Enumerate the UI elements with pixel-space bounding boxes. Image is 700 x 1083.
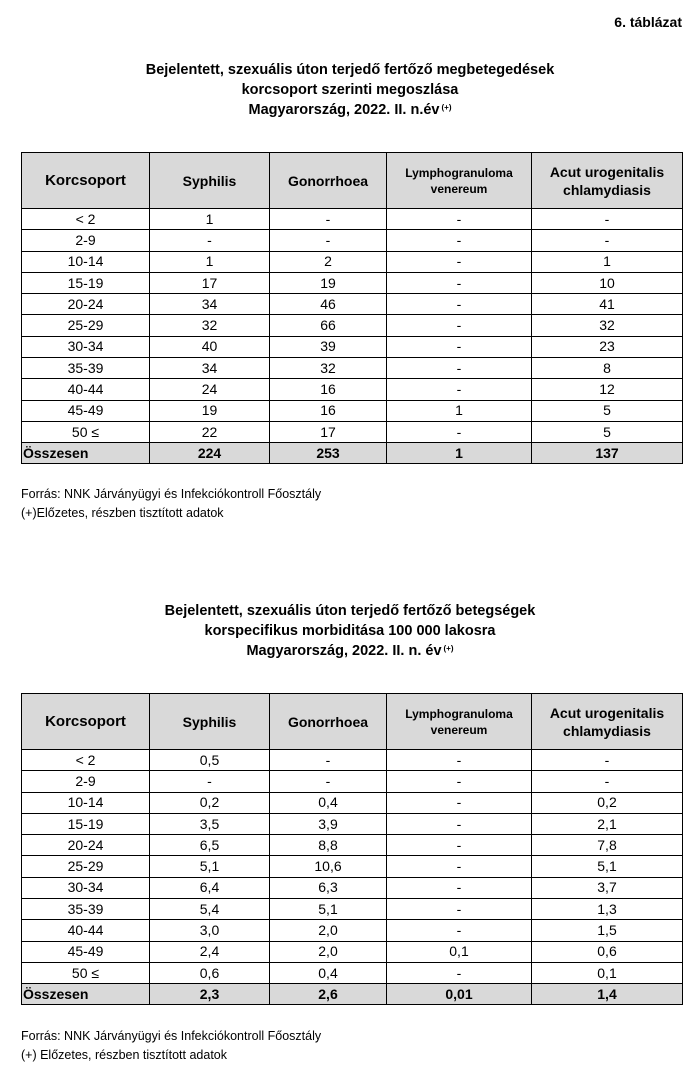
table-row xyxy=(22,251,683,272)
value-cell: 66 xyxy=(270,315,387,336)
total-label-cell: Összesen xyxy=(22,443,150,464)
table1-title xyxy=(0,60,700,120)
header-chlamydiasis: Acut urogenitalis chlamydiasis xyxy=(532,694,683,750)
value-cell: 2,0 xyxy=(270,941,387,962)
value-cell: 1,5 xyxy=(532,920,683,941)
table2-header-row xyxy=(22,694,683,750)
value-cell: 39 xyxy=(270,336,387,357)
total-value-cell: 2,3 xyxy=(150,984,270,1005)
value-cell: 5 xyxy=(532,400,683,421)
total-value-cell: 253 xyxy=(270,443,387,464)
table-row xyxy=(22,294,683,315)
header-korcsoport: Korcsoport xyxy=(22,153,150,209)
table2-source-note: (+) Előzetes, részben tisztított adatok xyxy=(21,1048,227,1062)
header-gonorrhoea: Gonorrhoea xyxy=(270,694,387,750)
age-group-cell: 30-34 xyxy=(22,336,150,357)
age-group-cell: < 2 xyxy=(22,209,150,230)
table-row xyxy=(22,209,683,230)
value-cell: - xyxy=(387,294,532,315)
value-cell: 34 xyxy=(150,358,270,379)
value-cell: 1 xyxy=(150,251,270,272)
table-row xyxy=(22,315,683,336)
age-group-cell: < 2 xyxy=(22,750,150,771)
value-cell: 23 xyxy=(532,336,683,357)
table2-title-line3 xyxy=(0,641,700,661)
value-cell: 0,1 xyxy=(532,962,683,983)
value-cell: 22 xyxy=(150,421,270,442)
value-cell: 0,1 xyxy=(387,941,532,962)
age-group-cell: 45-49 xyxy=(22,400,150,421)
table-row xyxy=(22,400,683,421)
total-value-cell: 0,01 xyxy=(387,984,532,1005)
value-cell: 6,5 xyxy=(150,835,270,856)
table1-source xyxy=(21,485,321,523)
table-row xyxy=(22,230,683,251)
age-group-cell: 10-14 xyxy=(22,792,150,813)
table-row xyxy=(22,920,683,941)
age-group-cell: 15-19 xyxy=(22,272,150,293)
value-cell: 0,2 xyxy=(150,792,270,813)
age-group-cell: 40-44 xyxy=(22,379,150,400)
value-cell: 16 xyxy=(270,379,387,400)
value-cell: 6,3 xyxy=(270,877,387,898)
value-cell: 0,4 xyxy=(270,962,387,983)
age-group-cell: 50 ≤ xyxy=(22,962,150,983)
value-cell: 3,7 xyxy=(532,877,683,898)
value-cell: 5,1 xyxy=(270,899,387,920)
value-cell: 17 xyxy=(150,272,270,293)
value-cell: - xyxy=(532,209,683,230)
value-cell: - xyxy=(387,358,532,379)
value-cell: 3,9 xyxy=(270,813,387,834)
value-cell: 19 xyxy=(270,272,387,293)
table-row xyxy=(22,899,683,920)
table2-source xyxy=(21,1027,321,1065)
value-cell: 2,0 xyxy=(270,920,387,941)
table-row xyxy=(22,336,683,357)
age-group-cell: 20-24 xyxy=(22,835,150,856)
age-group-cell: 35-39 xyxy=(22,358,150,379)
table2-title xyxy=(0,601,700,661)
value-cell: 2,1 xyxy=(532,813,683,834)
value-cell: 2 xyxy=(270,251,387,272)
table2-title-note: (+) xyxy=(443,644,454,653)
table-row xyxy=(22,962,683,983)
value-cell: 5,1 xyxy=(150,856,270,877)
value-cell: - xyxy=(387,315,532,336)
header-lymphogranuloma: Lymphogranuloma venereum xyxy=(387,694,532,750)
value-cell: 5,1 xyxy=(532,856,683,877)
value-cell: - xyxy=(387,336,532,357)
table-row xyxy=(22,813,683,834)
table2-title-line2: korspecifikus morbiditása 100 000 lakosra xyxy=(204,623,496,639)
value-cell: - xyxy=(387,899,532,920)
total-row xyxy=(22,984,683,1005)
value-cell: - xyxy=(532,750,683,771)
age-group-cell: 25-29 xyxy=(22,315,150,336)
value-cell: - xyxy=(387,877,532,898)
value-cell: - xyxy=(270,230,387,251)
total-value-cell: 1 xyxy=(387,443,532,464)
value-cell: 16 xyxy=(270,400,387,421)
value-cell: 12 xyxy=(532,379,683,400)
table-row xyxy=(22,835,683,856)
total-value-cell: 1,4 xyxy=(532,984,683,1005)
table1-body xyxy=(22,209,683,464)
table1-source-line1: Forrás: NNK Járványügyi és Infekciókontroll Főosztály xyxy=(21,487,322,501)
value-cell: 5,4 xyxy=(150,899,270,920)
total-value-cell: 224 xyxy=(150,443,270,464)
header-chlamydiasis: Acut urogenitalis chlamydiasis xyxy=(532,153,683,209)
value-cell: 1,3 xyxy=(532,899,683,920)
age-group-cell: 45-49 xyxy=(22,941,150,962)
value-cell: - xyxy=(387,750,532,771)
value-cell: - xyxy=(387,792,532,813)
value-cell: 1 xyxy=(150,209,270,230)
value-cell: 32 xyxy=(270,358,387,379)
value-cell: 32 xyxy=(532,315,683,336)
value-cell: 34 xyxy=(150,294,270,315)
age-group-cell: 30-34 xyxy=(22,877,150,898)
table-row xyxy=(22,379,683,400)
value-cell: 32 xyxy=(150,315,270,336)
age-group-cell: 15-19 xyxy=(22,813,150,834)
table1-title-note: (+) xyxy=(441,103,452,112)
table-row xyxy=(22,771,683,792)
value-cell: 10 xyxy=(532,272,683,293)
table-row xyxy=(22,856,683,877)
table1-source-note: (+)Előzetes, részben tisztított adatok xyxy=(21,506,224,520)
table1-header-row xyxy=(22,153,683,209)
total-value-cell: 137 xyxy=(532,443,683,464)
value-cell: 8,8 xyxy=(270,835,387,856)
table2 xyxy=(21,693,683,1005)
value-cell: - xyxy=(387,251,532,272)
value-cell: 0,5 xyxy=(150,750,270,771)
value-cell: 0,6 xyxy=(532,941,683,962)
value-cell: 10,6 xyxy=(270,856,387,877)
value-cell: - xyxy=(532,230,683,251)
value-cell: 40 xyxy=(150,336,270,357)
table1-title-line3 xyxy=(0,100,700,120)
value-cell: - xyxy=(387,920,532,941)
age-group-cell: 50 ≤ xyxy=(22,421,150,442)
value-cell: 24 xyxy=(150,379,270,400)
table-row xyxy=(22,421,683,442)
table2-title-text: Magyarország, 2022. II. n. év xyxy=(246,643,442,659)
value-cell: 1 xyxy=(532,251,683,272)
value-cell: 2,4 xyxy=(150,941,270,962)
header-lymphogranuloma: Lymphogranuloma venereum xyxy=(387,153,532,209)
value-cell: - xyxy=(387,209,532,230)
value-cell: 0,6 xyxy=(150,962,270,983)
age-group-cell: 2-9 xyxy=(22,230,150,251)
value-cell: 3,0 xyxy=(150,920,270,941)
value-cell: - xyxy=(387,813,532,834)
value-cell: 0,4 xyxy=(270,792,387,813)
value-cell: - xyxy=(387,379,532,400)
age-group-cell: 25-29 xyxy=(22,856,150,877)
age-group-cell: 20-24 xyxy=(22,294,150,315)
header-syphilis: Syphilis xyxy=(150,153,270,209)
value-cell: 3,5 xyxy=(150,813,270,834)
value-cell: 41 xyxy=(532,294,683,315)
value-cell: - xyxy=(387,962,532,983)
total-label-cell: Összesen xyxy=(22,984,150,1005)
value-cell: 8 xyxy=(532,358,683,379)
header-korcsoport: Korcsoport xyxy=(22,694,150,750)
table-row xyxy=(22,941,683,962)
value-cell: - xyxy=(387,835,532,856)
table2-body xyxy=(22,750,683,1005)
value-cell: - xyxy=(387,856,532,877)
value-cell: - xyxy=(387,421,532,442)
table-row xyxy=(22,272,683,293)
table-row xyxy=(22,750,683,771)
value-cell: 0,2 xyxy=(532,792,683,813)
age-group-cell: 2-9 xyxy=(22,771,150,792)
value-cell: - xyxy=(270,209,387,230)
value-cell: 7,8 xyxy=(532,835,683,856)
table1-title-line2: korcsoport szerinti megoszlása xyxy=(241,82,459,98)
header-gonorrhoea: Gonorrhoea xyxy=(270,153,387,209)
value-cell: - xyxy=(387,771,532,792)
value-cell: - xyxy=(532,771,683,792)
value-cell: 46 xyxy=(270,294,387,315)
table1-title-line1: Bejelentett, szexuális úton terjedő fertőző megbetegedések xyxy=(145,62,555,78)
table-row xyxy=(22,358,683,379)
table-number-label: 6. táblázat xyxy=(614,14,682,30)
table1-title-text: Magyarország, 2022. II. n.év xyxy=(248,102,440,118)
total-value-cell: 2,6 xyxy=(270,984,387,1005)
value-cell: - xyxy=(270,750,387,771)
value-cell: - xyxy=(387,272,532,293)
table-row xyxy=(22,792,683,813)
age-group-cell: 10-14 xyxy=(22,251,150,272)
age-group-cell: 35-39 xyxy=(22,899,150,920)
value-cell: 6,4 xyxy=(150,877,270,898)
header-syphilis: Syphilis xyxy=(150,694,270,750)
value-cell: 19 xyxy=(150,400,270,421)
value-cell: 17 xyxy=(270,421,387,442)
table1 xyxy=(21,152,683,464)
value-cell: - xyxy=(387,230,532,251)
table2-title-line1: Bejelentett, szexuális úton terjedő fertőző betegségek xyxy=(164,603,536,619)
table-row xyxy=(22,877,683,898)
age-group-cell: 40-44 xyxy=(22,920,150,941)
total-row xyxy=(22,443,683,464)
value-cell: - xyxy=(150,230,270,251)
table2-source-line1: Forrás: NNK Járványügyi és Infekciókontroll Főosztály xyxy=(21,1029,322,1043)
value-cell: - xyxy=(270,771,387,792)
value-cell: - xyxy=(150,771,270,792)
value-cell: 5 xyxy=(532,421,683,442)
value-cell: 1 xyxy=(387,400,532,421)
